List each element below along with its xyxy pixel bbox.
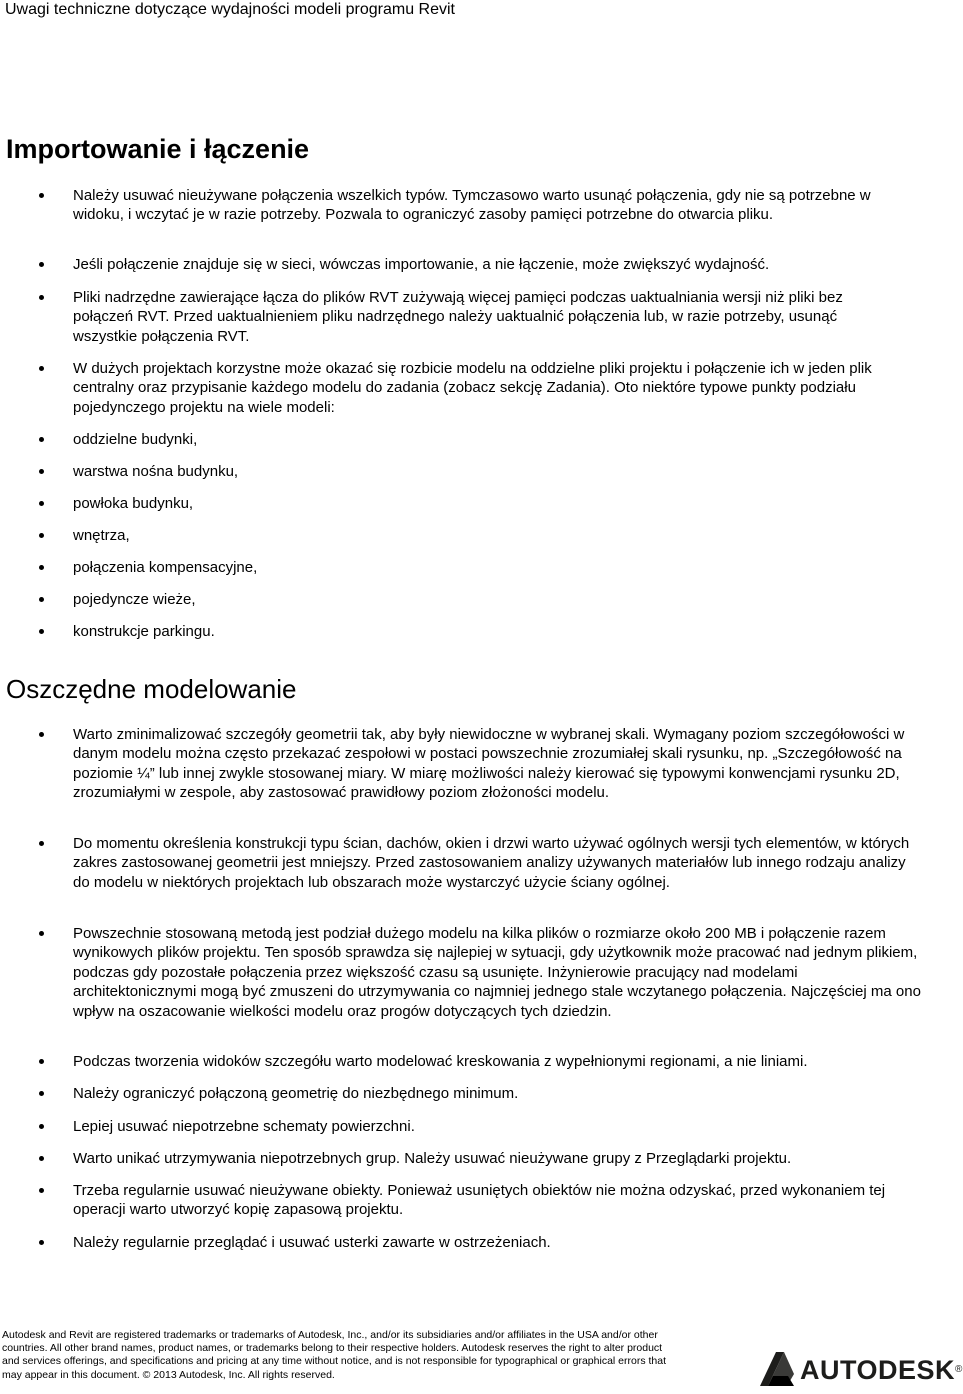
- bullet-dot-icon: [39, 295, 44, 300]
- bullet-dot-icon: [39, 629, 44, 634]
- bullet-dot-icon: [39, 437, 44, 442]
- bullet-item: [73, 558, 903, 577]
- bullet-item: [73, 186, 903, 225]
- bullet-item: [73, 288, 903, 346]
- bullet-text: konstrukcje parkingu.: [73, 623, 215, 640]
- bullet-dot-icon: [39, 931, 44, 936]
- bullet-item: [73, 1233, 923, 1252]
- bullet-item: [73, 1117, 923, 1136]
- bullet-item: [73, 255, 903, 274]
- bullet-item: [73, 1181, 923, 1220]
- bullet-item: [73, 622, 903, 641]
- bullet-item: [73, 494, 903, 513]
- bullet-item: [73, 1052, 923, 1071]
- bullet-text: Warto unikać utrzymywania niepotrzebnych grup. Należy usuwać nieużywane grupy z Przeglądarki projektu.: [73, 1150, 792, 1167]
- bullet-text: Należy ograniczyć połączoną geometrię do niezbędnego minimum.: [73, 1085, 519, 1102]
- bullet-text: Pliki nadrzędne zawierające łącza do plików RVT zużywają więcej pamięci podczas uaktualniania wersji niż pliki bez połączeń RVT. Przed uaktualnieniem pliku nadrzędnego należy uaktualnić połączenia lub, w razie potrzeby, usunąć wszystkie połączenia RVT.: [73, 289, 843, 345]
- bullet-dot-icon: [39, 1156, 44, 1161]
- autodesk-wordmark: AUTODESK®: [800, 1355, 963, 1385]
- bullet-text: pojedyncze wieże,: [73, 591, 196, 608]
- bullet-dot-icon: [39, 1091, 44, 1096]
- bullet-dot-icon: [39, 1124, 44, 1129]
- bullet-item: [73, 1149, 923, 1168]
- bullet-text: Podczas tworzenia widoków szczegółu warto modelować kreskowania z wypełnionymi regionami, a nie liniami.: [73, 1053, 808, 1070]
- bullet-text: warstwa nośna budynku,: [73, 463, 239, 480]
- bullet-text: Do momentu określenia konstrukcji typu ścian, dachów, okien i drzwi warto używać ogólnych wersji tych elementów, w których zakres zastosowanej geometrii jest mniejszy. Przed zastosowaniem analizy używanych materiałów lub innego rodzaju analizy do modelu w niektórych projektach lub obszarach może wystarczyć użycie ściany ogólnej.: [73, 835, 910, 891]
- document-header-title: Uwagi techniczne dotyczące wydajności modeli programu Revit: [5, 1, 455, 18]
- autodesk-logo: [760, 1351, 963, 1389]
- bullet-item: [73, 924, 923, 1021]
- bullet-dot-icon: [39, 193, 44, 198]
- bullet-dot-icon: [39, 501, 44, 506]
- legal-footer: [2, 1329, 726, 1382]
- footer-line: may appear in this document. © 2013 Autodesk, Inc. All rights reserved.: [2, 1368, 335, 1381]
- bullet-text: W dużych projektach korzystne może okazać się rozbicie modelu na oddzielne pliki projektu i połączenie ich w jeden plik centralny oraz przypisanie każdego modelu do zadania (zobacz sekcję Zadania). Oto niektóre typowe punkty podziału pojedynczego projektu na wiele modeli:: [73, 360, 872, 416]
- bullet-dot-icon: [39, 533, 44, 538]
- bullet-text: Warto zminimalizować szczegóły geometrii tak, aby były niewidoczne w wybranej skali. Wymagany poziom szczegółowości w danym modelu można często przekazać zespołowi w postaci powszechnie zrozumiałej skali rysunku, np. „Szczegółowość na poziomie ¼” lub innej zwykle stosowanej miary. W miarę możliwości należy kierować się typowymi konwencjami rysunku 2D, zrozumiałymi w zespole, aby zastosować prawidłowy poziom złożoności modelu.: [73, 726, 905, 802]
- bullet-dot-icon: [39, 1059, 44, 1064]
- bullet-dot-icon: [39, 366, 44, 371]
- bullet-dot-icon: [39, 262, 44, 267]
- bullet-item: [73, 590, 903, 609]
- bullet-text: Jeśli połączenie znajduje się w sieci, wówczas importowanie, a nie łączenie, może zwiększyć wydajność.: [73, 256, 770, 273]
- bullet-text: Należy regularnie przeglądać i usuwać usterki zawarte w ostrzeżeniach.: [73, 1234, 551, 1251]
- bullet-dot-icon: [39, 1240, 44, 1245]
- bullet-dot-icon: [39, 841, 44, 846]
- bullet-item: [73, 725, 923, 803]
- bullet-dot-icon: [39, 565, 44, 570]
- bullet-item: [73, 359, 903, 417]
- autodesk-a-logo-icon: [760, 1352, 796, 1388]
- footer-line: and services offerings, and specifications and pricing at any time without notice, and is not responsible for typographical or graphical errors that: [2, 1355, 667, 1368]
- footer-line: Autodesk and Revit are registered trademarks or trademarks of Autodesk, Inc., and/or its subsidiaries and/or affiliates in the USA and/or other: [2, 1329, 658, 1341]
- bullet-item: [73, 526, 903, 545]
- bullet-text: połączenia kompensacyjne,: [73, 559, 258, 576]
- bullet-text: oddzielne budynki,: [73, 431, 198, 448]
- bullet-text: wnętrza,: [73, 527, 130, 544]
- bullet-item: [73, 834, 923, 892]
- bullet-dot-icon: [39, 597, 44, 602]
- bullet-text: powłoka budynku,: [73, 495, 194, 512]
- bullet-item: [73, 1084, 923, 1103]
- bullet-dot-icon: [39, 469, 44, 474]
- bullet-item: [73, 462, 903, 481]
- bullet-dot-icon: [39, 1188, 44, 1193]
- bullet-item: [73, 430, 903, 449]
- footer-line: countries. All other brand names, product names, or trademarks belong to their respective holders. Autodesk reserves the right to alter product: [2, 1342, 663, 1355]
- bullet-text: Należy usuwać nieużywane połączenia wszelkich typów. Tymczasowo warto usunąć połączenia, gdy nie są potrzebne w widoku, i wczytać je w razie potrzeby. Pozwala to ograniczyć zasoby pamięci potrzebne do otwarcia pliku.: [73, 187, 871, 224]
- bullet-text: Powszechnie stosowaną metodą jest podział dużego modelu na kilka plików o rozmiarze około 200 MB i połączenie razem wynikowych plików projektu. Ten sposób sprawdza się najlepiej w sytuacji, gdy użytkownik może pracować nad jednym plikiem, podczas gdy pozostałe połączenia przez większość czasu są usunięte. Inżynierowie pracujący nad modelami architektonicznymi mogą być zmuszeni do utrzymywania co najmniej jednego stale wczytanego połączenia. Najczęściej ma ono wpływ na oszacowanie wielkości modelu oraz progów dotyczących tych dziedzin.: [73, 925, 921, 1020]
- bullet-dot-icon: [39, 732, 44, 737]
- bullet-text: Trzeba regularnie usuwać nieużywane obiekty. Ponieważ usuniętych obiektów nie można odzyskać, przed wykonaniem tej operacji warto utworzyć kopię zapasową projektu.: [73, 1182, 886, 1219]
- bullet-text: Lepiej usuwać niepotrzebne schematy powierzchni.: [73, 1118, 415, 1135]
- section-title-import: Importowanie i łączenie: [6, 134, 310, 164]
- section-title-modeling: Oszczędne modelowanie: [6, 674, 297, 704]
